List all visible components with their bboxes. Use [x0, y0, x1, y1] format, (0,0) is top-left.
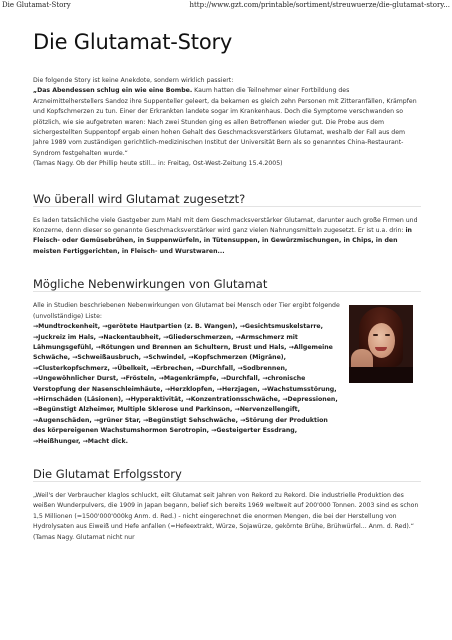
intro-block: [33, 76, 421, 170]
side-effect-item: →Depressionen,: [282, 395, 338, 403]
side-effect-item: →Rötungen und Brennen an Schultern, Brust und Hals,: [95, 343, 289, 351]
side-effect-item: →Mundtrockenheit,: [33, 323, 103, 331]
section-side-effects-heading: Mögliche Nebenwirkungen von Glutamat: [33, 277, 268, 292]
side-effect-item: →Gesteigerter Essdrang,: [211, 427, 298, 435]
side-effect-item: →Konzentrationsschwäche,: [185, 395, 283, 403]
page-title: Die Glutamat-Story: [33, 30, 233, 54]
intro-source: (Tamas Nagy. Ob der Phillip heute still... in: Freitag, Ost-West-Zeitung 15.4.2005): [33, 160, 283, 168]
side-effect-item: →grüner Star,: [93, 416, 143, 424]
side-effect-item: →Armschmerz mit Lähmungsgefühl,: [33, 333, 298, 351]
side-effect-item: →Schweißausbruch,: [72, 354, 144, 362]
side-effect-item: →Begünstigt Alzheimer, Multiple Sklerose und Parkinson,: [33, 406, 235, 414]
side-effects-body: [33, 301, 421, 447]
side-effect-item: →Wachstumsstörung,: [261, 385, 337, 393]
side-effect-item: →Nackentaubheit,: [98, 333, 164, 341]
side-effect-item: →Heißhunger,: [33, 437, 83, 445]
section-usage-heading: Wo überall wird Glutamat zugesetzt?: [33, 191, 246, 206]
print-header: [0, 0, 452, 12]
side-effect-item: →Juckreiz im Hals,: [33, 333, 99, 341]
section-usage: [33, 192, 421, 258]
article: [33, 28, 421, 543]
section-success-heading: Die Glutamat Erfolgsstory: [33, 466, 182, 481]
divider: [33, 206, 421, 207]
divider: [33, 291, 421, 292]
side-effect-item: →Übelkeit,: [112, 364, 151, 372]
portrait-photo: [349, 305, 413, 383]
section-success: [33, 467, 421, 543]
side-effect-item: →Durchfall,: [196, 364, 238, 372]
side-effect-item: →Gesichtsmuskelstarre,: [239, 323, 323, 331]
side-effect-item: →Sodbrennen,: [237, 364, 288, 372]
intro-bold: „Das Abendessen schlug ein wie eine Bombe.: [33, 87, 193, 95]
side-effect-item: →Kopfschmerzen (Migräne),: [188, 354, 286, 362]
print-header-title: Die Glutamat-Story: [2, 1, 71, 9]
section-usage-text: [33, 216, 421, 258]
print-header-url: http://www.gzt.com/printable/sortiment/streuwuerze/die-glutamat-story...: [189, 1, 450, 9]
usage-text-bold: in Fleisch- oder Gemüsebrühen, in Suppenwürfeln, in Tütensuppen, in Gewürzmischungen, in Chips, in den meisten Fertiggerichten, in Fleisch- und Wurstwaren...: [33, 227, 412, 255]
section-side-effects: [33, 277, 421, 447]
side-effect-item: →Störung der Produktion des körpereigenen Wachstumshormon Serotropin,: [33, 416, 328, 435]
side-effect-item: →Clusterkopfschmerz,: [33, 364, 113, 372]
side-effect-item: →chronische Verstopfung der Nasenschleimhäute,: [33, 375, 306, 393]
side-effect-item: →Herzjagen,: [216, 385, 262, 393]
side-effect-item: →Herzklopfen,: [164, 385, 217, 393]
side-effect-item: →Erbrechen,: [150, 364, 197, 372]
side-effect-item: →gerötete Hautpartien (z. B. Wangen),: [102, 323, 240, 331]
side-effect-item: →Schwindel,: [143, 354, 189, 362]
side-effect-item: →Macht dick.: [82, 437, 129, 445]
side-effect-item: →Gliederschmerzen,: [163, 333, 236, 341]
side-effect-item: →Ungewöhnlicher Durst,: [33, 375, 121, 383]
intro-body: Kaum hatten die Teilnehmer einer Fortbildung des Arzneimittelherstellers Sandoz ihre Suppenteller geleert, da bekamen es gleich zehn Personen mit Zitteranfällen, Krämpfen und Kopfschmerzen zu tun. Einer der Erkrankten landete sogar im Krankenhaus. Doch die Symptome verschwanden so plötzlich, wie sie aufgetreten waren: Nach zwei Stunden ging es allen Betroffenen wieder gut. Die Probe aus dem sichergestellten Suppentopf ergab einen hohen Gehalt des Geschmacksverstärkers Glutamat, weshalb der Fall aus dem Jahre 1989 vom zuständigen gerichtlich-medizinischen Institut der Universität Bern als so genanntes China-Restaurant-Syndrom festgehalten wurde.“: [33, 87, 417, 157]
side-effect-item: →Hyperaktivität,: [125, 395, 186, 403]
side-effects-list: [33, 323, 338, 444]
divider: [33, 481, 421, 482]
intro-story: [33, 86, 421, 159]
side-effect-item: →Allgemeine Schwäche,: [33, 343, 333, 362]
side-effect-item: →Nervenzellengift,: [234, 406, 300, 414]
side-effect-item: →Hirnschäden (Läsionen),: [33, 395, 126, 403]
usage-text-plain: Es laden tatsächliche viele Gastgeber zum Mahl mit dem Geschmacksverstärker Glutamat, darunter auch große Firmen und Konzerne, denn dieser so genannte Geschmacksverstärker wird ganz vielen Nahrungsmitteln zugesetzt. Er ist u.a. drin:: [33, 216, 418, 235]
side-effects-intro: Alle in Studien beschriebenen Nebenwirkungen von Glutamat bei Mensch oder Tier ergibt folgende (unvollständige) Liste:: [33, 302, 340, 320]
side-effect-item: →Begünstigt Sehschwäche,: [143, 416, 241, 424]
section-success-text: „Weil's der Verbraucher klaglos schluckt, eilt Glutamat seit Jahren von Rekord zu Rekord. Die industrielle Produktion des weißen Wunderpulvers, die 1909 in Japan begann, belief sich bereits 1969 weltweit auf 200'000 Tonnen. 2003 sind es schon 1,5 Millionen (=1500'000'000kg Anm. d. Red.) - nicht eingerechnet die enormen Mengen, die bei der Herstellung von Hydrolysaten aus Eiweiß und Hefe anfallen (=Hefeextrakt, Würze, Sojawürze, gekörnte Brühe, Brühwürfel... Anm. d. Red).“ (Tamas Nagy. Glutamat nicht nur: [33, 491, 419, 541]
side-effect-item: →Augenschäden,: [33, 416, 94, 424]
side-effect-item: →Frösteln,: [120, 375, 159, 383]
side-effect-item: →Durchfall,: [220, 375, 263, 383]
intro-lead: Die folgende Story ist keine Anekdote, sondern wirklich passiert:: [33, 77, 234, 84]
side-effect-item: →Magenkrämpfe,: [158, 375, 221, 383]
